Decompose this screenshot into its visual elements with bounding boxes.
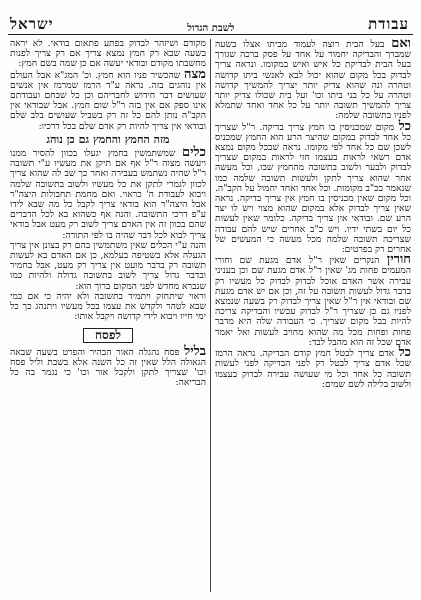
paragraph-text: מקודם ושיזהר לבדוק בפתע פתאום בודאי. לא יראה בשעה שבא רק חמץ נמצא צריך אם רק צריך לפנות מחשבתו מקודם ובודאי יעשה אם כן שמה בשם חמץ: xyxy=(10,39,206,70)
paragraph-text: שהכשיר פניו הוא חמץ. וכ' המג"א אבל העולם אין נוהגים בזה. נראה ע"ד הרמז שמרמז אין אנשים שעושים דבר חידוש לחבריהם וכן כל שבחם ועבודתם אינו ספק אם אין בזה ר"ל שום חמץ. אבל שבודאי אין הקב"ה נותן להם כל זה רק בשביל שעושים בלב שלם ובודאי אין צריך להיות רק אדם שלם בכל דרכיו: xyxy=(10,69,206,132)
paragraph xyxy=(215,345,411,390)
paragraph-text: והנה ע"י הכלים שאין משתמשין בהם רק בצונן אין צריך הגעלה אלא בשטיפה בעלמא, כן אם האדם בא לעשות תשובה רק בדבר מועט אין צריך רק מעט, אבל בחמיר ובדבר גדול צריך לשוב בתשובה גדולה ולהיות כמו שנברא מחדש לפני המקום ברוך הוא: xyxy=(10,239,206,292)
paragraph xyxy=(10,241,206,292)
header-title-right: עבודת xyxy=(368,15,409,33)
lead-word: כל xyxy=(398,345,411,361)
header-title-left: ישראל xyxy=(10,15,54,33)
header-rule xyxy=(8,34,413,35)
left-column xyxy=(10,39,206,594)
boxed-section-heading: לפסח xyxy=(83,328,133,342)
paragraph xyxy=(10,66,206,132)
paragraph xyxy=(10,39,206,70)
lead-word: כלים xyxy=(182,145,206,161)
paragraph xyxy=(215,252,411,348)
lead-word: מצה xyxy=(184,66,206,82)
lead-word: ואם xyxy=(391,39,411,51)
paragraph xyxy=(215,39,411,122)
paragraph xyxy=(10,292,206,323)
paragraph-text: שמשתמשין בחמץ יגעלו בכוון להסיר ממנו ויעשה מצוה ר"ל אף אם תיקן את מעשיו ע"י תשובה ר"ל שהיה נשתמש בעבירה ואחר כך שב לה שהוא צריך לכוון לגמרי לתקן את כל מעשיו ולשוב בתשובה שלמה ויבוא לעבודת ה' כראוי. ואם מחמת תחבולות היצה"ר אבל היצה"ר הוא בודאי צריך לקבל כל מה שבא לידו ע"פ דרכי התשובה. והנה אף כשהוא בא לכל הדברים שהם בכוון זה אין האדם צריך לשוב רק מעט אבל בודאי צריך לבוא לכל דבר שהיה בו לפי התורה: xyxy=(10,148,206,241)
paragraph xyxy=(215,118,411,256)
lead-word: כל xyxy=(398,118,411,134)
right-column xyxy=(215,39,411,594)
section-subheading: מזה החמץ והחמץ גם כן נוהג xyxy=(46,132,170,146)
paragraph-text: וראוי שיתחזק ויתמיד בתשובה ולא יהיה כי אם כמי שבא לטהר ולקדש את עצמו בכל מעשיו ויתנהג כך כל ימי חייו ויבוא לידי קדושה ויקבל אותו: xyxy=(10,290,206,323)
paragraph-text: אדם צריך לבטל חמץ קודם הבדיקה. נראה הרמז שכל אדם צריך לבטל רק לפני הבדיקה לפני לעשות תשובה כל אחד וכל מי שעושה עבירה לבדוק בעצמו ולשוב בלילה לשם שמים: xyxy=(215,348,411,390)
paragraph xyxy=(10,343,206,389)
lead-word: בליל xyxy=(184,343,206,359)
paragraph-text: הנקרים שאין ר"ל אדם מגעת שם וחורי המעמים פחות מג' שאין ר"ל אדם מגעת שם וכן בעניני עבירה אשר האדם אוכל לבדוק לבדוק כל מעשיו רק בדבר גדול לעשות תשובה על זה, וכן אם יש אדם מגעת שם ובודאי אין ר"ל שאין צריך לבדוק רק בשעה שנמצא לפניו גם כן שצריך ר"ל לבדוק עכשיו והבדיקה צריכה להיות בבל מקום שצריך. כי העבודה שלה היא מדבר פחות ופחות מכל מה שהוא מחויב לעשות ואל יאמר אדם שכל זה הוא מהבל לבד: xyxy=(215,255,411,348)
paragraph-text: בעל הבית רוצה לעמוד מביתו אצלו בשעה שמברך והבדיקה יחמור על אחד על פסק ברכה שגורך בעל הבית לבדיקת כל איש ואיש במקומו. ונראה צריך לבדוק בכל מקום שהוא יכול לבא לאנשי ביתו קדושה וטהרה ונה שהוא צדיק יותר יצריך להמשיך קדושה וטהרה על כל בני ביתו וכו' ועל בית שכולו צדיק יותר צריך להמשיך תשובה יותר על כל אחד ואחד שתמלא לפניו בתשובה שלמה: xyxy=(215,39,411,122)
paragraph xyxy=(10,145,206,241)
column-divider xyxy=(210,39,211,592)
paragraph-text: מקום שמכניסין בו חמץ צריך בדיקה. ר"ל שצריך כל אחד לבדוק במקום שהיצר הרע הוא החמץ שמכניס לשכן שם כל אחד לפי מקומו. נראה שבכל מקום נמצא אדם רשאי לראות בעצמו חזי לראות במקום שצריך לבדוק ולבער ולשוב בתשובה מהחמץ שבו, וכל מעשה אחר שהוא צריך לתקן ולעשות תשובה שלמה כמו שנאמר בכ"ב מקומות. וכל אחד ואחד יחמול על הקב"ה. וכל מקום שאין מכניסין בו חמץ אין צריך בדיקה. נראה שאין צריך לבדוק אלא במקום שהוא מצוי ויש לו יצר הרע שם. ובודאי אין צריך בדיקה. כלומר שאין לעשות כל יום בשתי ידיו. ויש כ"ב אחרים שיש להם עבודה שצריכה תשובה שלמה מכל מעשה כי המעשים של אחרים רק בפרטים: xyxy=(215,121,411,256)
running-header xyxy=(10,8,409,34)
header-title-center: לשבת הגדול xyxy=(187,23,235,34)
paragraph-text: פסח נהגלה האור הבהיר והפרט בשעה שבאה הגאולה הלל שאין זה כל השנה אלא בשבת וליל פסח וכו' שצריך לתקן ולקבל אור וכו' כי נגמר בה כל הבריאה: xyxy=(10,346,206,389)
lead-word: חורין xyxy=(386,252,411,268)
